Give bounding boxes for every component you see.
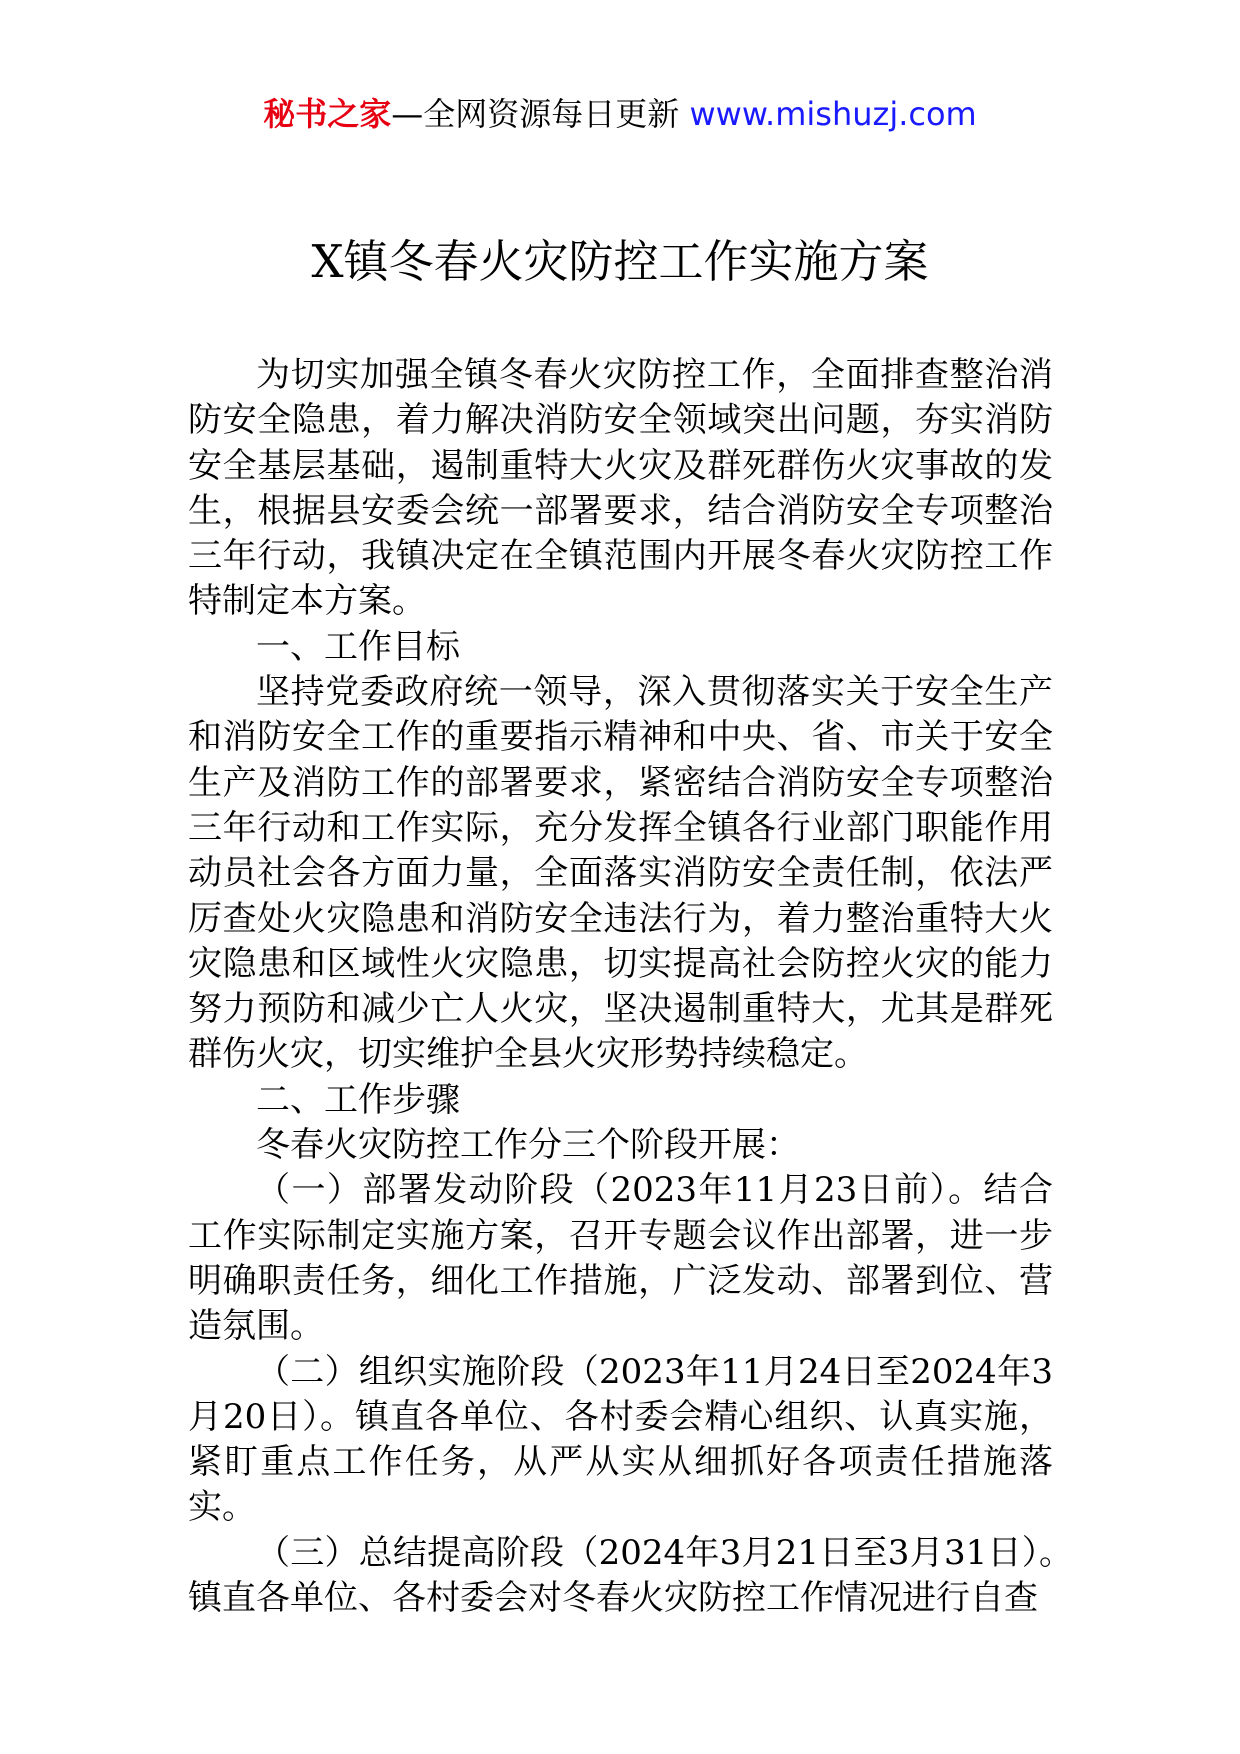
header-slogan: —全网资源每日更新 bbox=[391, 95, 680, 133]
section-heading-goals: 一、工作目标 bbox=[256, 626, 460, 667]
site-header bbox=[0, 94, 1240, 134]
intro-paragraph: 为切实加强全镇冬春火灾防控工作，全面排查整治消防安全隐患，着力解决消防安全领域突出问题，夯实消防安全基层基础，遏制重特大火灾及群死群伤火灾事故的发生，根据县安委会统一部署要求，结合消防安全专项整治三年行动，我镇决定在全镇范围内开展冬春火灾防控工作特制定本方案。 bbox=[188, 355, 1053, 622]
section-heading-steps: 二、工作步骤 bbox=[256, 1079, 460, 1120]
document-title: X镇冬春火灾防控工作实施方案 bbox=[311, 235, 929, 288]
phase-two-paragraph: （二）组织实施阶段（2023年11月24日至2024年3月20日）。镇直各单位、各村委会精心组织、认真实施，紧盯重点工作任务，从严从实从细抓好各项责任措施落实。 bbox=[188, 1351, 1053, 1528]
goals-paragraph: 坚持党委政府统一领导，深入贯彻落实关于安全生产和消防安全工作的重要指示精神和中央、省、市关于安全生产及消防工作的部署要求，紧密结合消防安全专项整治三年行动和工作实际，充分发挥全镇各行业部门职能作用动员社会各方面力量，全面落实消防安全责任制，依法严厉查处火灾隐患和消防安全违法行为，着力整治重特大火灾隐患和区域性火灾隐患，切实提高社会防控火灾的能力努力预防和减少亡人火灾，坚决遏制重特大，尤其是群死群伤火灾，切实维护全县火灾形势持续稳定。 bbox=[188, 672, 1053, 1075]
steps-intro-paragraph: 冬春火灾防控工作分三个阶段开展： bbox=[256, 1125, 800, 1166]
phase-three-paragraph: （三）总结提高阶段（2024年3月21日至3月31日）。镇直各单位、各村委会对冬春火灾防控工作情况进行自查 bbox=[188, 1532, 1073, 1619]
website-link[interactable]: www.mishuzj.com bbox=[689, 95, 977, 133]
phase-one-paragraph: （一）部署发动阶段（2023年11月23日前）。结合工作实际制定实施方案，召开专题会议作出部署，进一步明确职责任务，细化工作措施，广泛发动、部署到位、营造氛围。 bbox=[188, 1170, 1053, 1347]
brand-name: 秘书之家 bbox=[263, 95, 392, 133]
document-body bbox=[188, 353, 1073, 1621]
